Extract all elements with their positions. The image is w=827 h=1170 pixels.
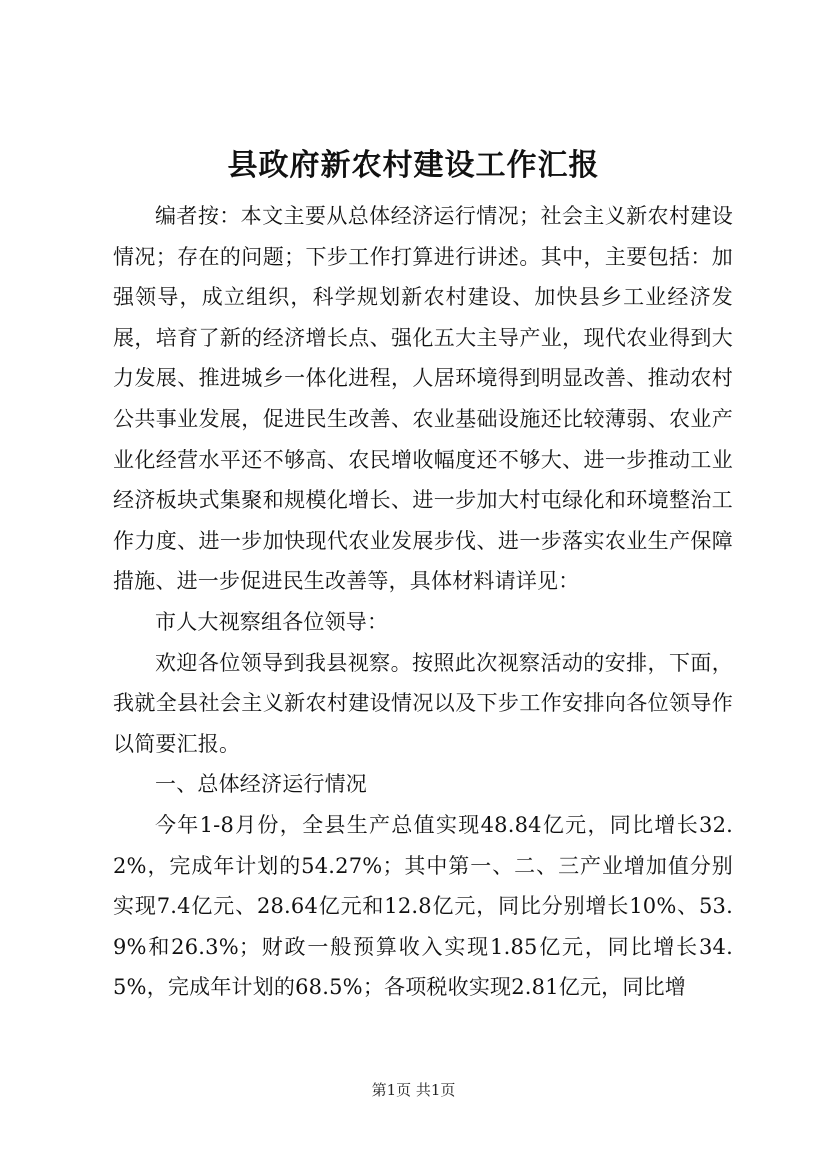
editor-note-paragraph: 编者按：本文主要从总体经济运行情况；社会主义新农村建设情况；存在的问题；下步工作打算进行讲述。其中，主要包括：加强领导，成立组织，科学规划新农村建设、加快县乡工业经济发展，培育了新的经济增长点、强化五大主导产业，现代农业得到大力发展、推进城乡一体化进程，人居环境得到明显改善、推动农村公共事业发展，促进民生改善、农业基础设施还比较薄弱、农业产业化经营水平还不够高、农民增收幅度还不够大、进一步推动工业经济板块式集聚和规模化增长、进一步加大村屯绿化和环境整治工作力度、进一步加快现代农业发展步伐、进一步落实农业生产保障措施、进一步促进民生改善等，具体材料请详见：: [113, 204, 733, 594]
intro-paragraph: 欢迎各位领导到我县视察。按照此次视察活动的安排，下面，我就全县社会主义新农村建设情况以及下步工作安排向各位领导作以简要汇报。: [113, 650, 733, 756]
salutation-paragraph: 市人大视察组各位领导：: [155, 609, 389, 634]
document-body: [113, 196, 733, 1008]
economy-paragraph: 今年1-8月份，全县生产总值实现48.84亿元，同比增长32.2%，完成年计划的54.27%；其中第一、二、三产业增加值分别实现7.4亿元、28.64亿元和12.8亿元，同比分别增长10%、53.9%和26.3%；财政一般预算收入实现1.85亿元，同比增长34.5%，完成年计划的68.5%；各项税收实现2.81亿元，同比增: [113, 812, 733, 1000]
page-footer: 第1页 共1页: [371, 1081, 456, 1099]
section-heading: 一、总体经济运行情况: [155, 772, 367, 797]
document-title: 县政府新农村建设工作汇报: [227, 148, 600, 183]
